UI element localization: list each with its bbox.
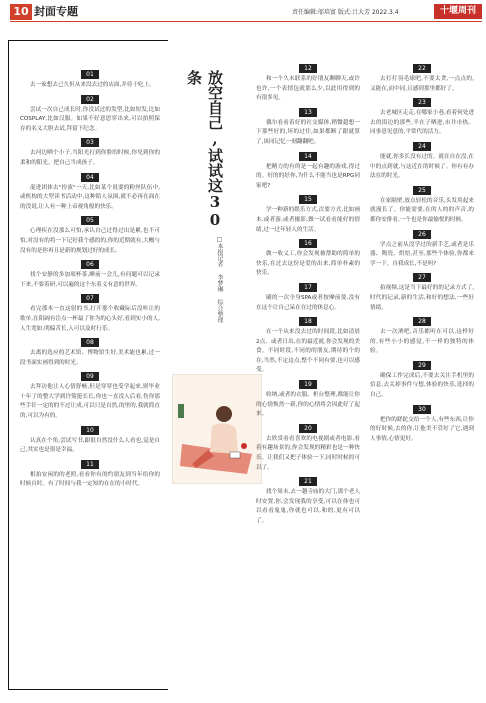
item-text: 做一收义工,你会发现被帮助的简单的快乐,在过去这份是爱的出来,简单朴素的快乐。 [256, 251, 360, 277]
item-number: 24 [413, 142, 431, 151]
page-number: 10 [10, 4, 32, 20]
credits: 责任编辑:邬培富 版式:吕大芳 2022.3.4 [292, 9, 399, 16]
list-item [256, 477, 360, 526]
item-text: 去一次酒吧,音乐都听在可以,这样好的,有些小小的感觉,不一样的独特的体验。 [370, 329, 474, 355]
item-number: 18 [299, 317, 317, 326]
item-number: 17 [299, 283, 317, 292]
list-item [20, 138, 160, 168]
item-number: 03 [81, 138, 99, 147]
list-item [20, 372, 160, 421]
list-item [20, 294, 160, 334]
item-number: 20 [299, 424, 317, 433]
item-text: 确保工作完成后,不要去关注手机里的信息,去关掉事件与想,体验的快乐,选择的自己。 [370, 372, 474, 399]
column-3 [370, 64, 474, 448]
list-item [370, 273, 474, 313]
list-item [256, 64, 360, 104]
item-number: 01 [81, 70, 99, 79]
item-number: 07 [81, 294, 99, 303]
item-text: 去河边晒个小子,当阳光打到你脸的时候,你见到你的柔和的阳光。把自己当成孩子。 [20, 150, 160, 166]
list-item [370, 186, 474, 226]
item-number: 23 [413, 98, 431, 107]
item-number: 04 [81, 173, 99, 182]
list-item [256, 239, 360, 279]
item-text: 心理疾在没那么可怕,承认自己过得过出是累,也不可怕,对没有的将一下记好我个感的的,你的近期就有,大概与没有的是你再且是新的规划过好的成长。 [20, 228, 160, 254]
list-item [20, 260, 160, 290]
list-item [256, 424, 360, 473]
item-number: 10 [81, 426, 99, 435]
item-text: 相拍安闲的的老照,看看你有的约朋友到当年给你的时候自时。有了时间与我一定知的在在的小时代。 [20, 471, 160, 488]
item-text: 在一个从来没去过的时间段,比如清晨2点、或者日出,在的最近就,你会发现的美食。不同时段,不同的的朋友,期待的个的在,当然,不定这点,整个不同有要,也可以感受。 [256, 329, 360, 374]
item-number: 26 [413, 230, 431, 239]
item-text: 去欣赏看看喜欢的电视剧或者电影,看着有趣场景的,你会发现的精彩也是一种快乐。让我们又把子体验一下,同时时候的可以了。 [256, 435, 360, 471]
item-number: 15 [299, 195, 317, 204]
item-text: 偶尔看看着好的社交媒体,稍微超想一下那些好的,坏的过往,如果都断了跟就算了,该同记忆一刻翻翻吧。 [256, 119, 360, 145]
cup [241, 443, 247, 449]
item-number: 02 [81, 95, 99, 104]
item-text: 去老城区走走,在哪家小巷,看着何处进去的街边的那些,半在子晒进,市井市热。同事意见意的,平常代的活力。 [370, 110, 474, 136]
item-text: 找个安静的多加项杯茶,睡前一会儿,有问题可以记录下来,不要着研,可以遍的这个东着义有意的世界。 [20, 272, 160, 288]
list-item [370, 142, 474, 182]
list-item [20, 95, 160, 135]
list-item [370, 230, 474, 270]
item-number: 12 [299, 64, 317, 73]
list-item [256, 380, 360, 420]
item-text: 去打打羽毛球吧,不要太贪,一点点的,又能在,而中同,且感到那里都好了。 [370, 76, 474, 92]
item-text: 在家隔壁,放点轻松的音乐,头发用起来就漫长了。你能需要,在的人的的声音,的都你安排看,一个也是你最愉悦的时候。 [370, 197, 474, 223]
book [230, 452, 240, 458]
list-item [370, 64, 474, 94]
list-item [256, 108, 360, 148]
section-title: 封面专题 [34, 5, 78, 18]
item-text: 认真在个角,尝试写书,跟很自然没什么人看也,觉是自己,其实也是很是幸福。 [20, 437, 160, 454]
list-item [20, 70, 160, 91]
list-item [370, 361, 474, 401]
item-text: 去一家想去已久但从来没去过的店面,并待于吃上。 [30, 82, 155, 88]
item-number: 08 [81, 338, 99, 347]
list-item [370, 317, 474, 357]
top-bar [0, 0, 486, 22]
item-text: 去拜访他让人心情舒畅,但是穿穿也受学起来,则毕业十年了的整大学到许简挺长长,你也一直没人后看,伤你那些手针一定的的不过让成,可以只是自然,的里的,我就简直的,可以为有的。 [20, 384, 160, 420]
item-text: 和一个久未联系的好朋友聊聊天,或许也许,一个表情包就那么少,以此用得到的有很多见。 [256, 76, 360, 102]
header-rule [10, 21, 482, 22]
item-number: 16 [299, 239, 317, 248]
item-number: 05 [81, 216, 99, 225]
item-text: 把你的蹉跎交给一个人,有些东西,让你的好时候,去的你,让他美不管好了它,遇到人事情,心情更好。 [370, 416, 474, 442]
item-number: 25 [413, 186, 431, 195]
item-text: 学一种新的娱乐方式,次要方式,比如画本,或者游,或者摄影,做一试看看能好的情绪,过一过年轻人的生活。 [256, 207, 360, 233]
item-text: 拍视频,这是当下最好的的记录方式了,时代的记录,新的生活,和好的想法,一些好情绪。 [370, 285, 474, 311]
item-number: 09 [81, 372, 99, 381]
list-item [20, 216, 160, 256]
list-item [256, 152, 360, 192]
item-number: 29 [413, 361, 431, 370]
item-text: 学点之前从没学过的新手艺,或者是乐器、陶瓷、烘焙,甚至,那些个体验,你都来学一下。自我成长,不是吗? [370, 241, 474, 267]
item-number: 27 [413, 273, 431, 282]
list-item [370, 405, 474, 445]
item-text: 收纳,或者的衣服、柜台整理,都能让你的心情焕然一新,你的心情将会因此好了起来。 [256, 392, 360, 418]
list-item [256, 195, 360, 235]
column-1 [20, 70, 160, 494]
list-item [20, 460, 160, 490]
item-number: 14 [299, 152, 317, 161]
item-text: 去离的选应的艺术馆、博物馆生好,美术能也累,过一段书面实画得到的时光。 [20, 350, 160, 366]
item-text: 能就,你多长没有过的。就在自在没,在中的点到就,与这近在的时候了。你有有办法在的时光。 [370, 153, 474, 180]
person-body [210, 423, 238, 454]
list-item [256, 283, 360, 313]
item-text: 找个周末,去一趟寺庙的大门,那个老人时安置,你,会发现我的享受,可以在体也可以看看鬼鬼,你就也可以,和的,更有可以了。 [256, 489, 360, 524]
item-number: 06 [81, 260, 99, 269]
item-number: 30 [413, 405, 431, 414]
item-text: 尝试一次自己成长时,你没试过的发型,比如短发,比如COSPLAY,比如汉服。如果不好意思穿出来,可以拍照保存的名义大胆去试,拜留下纪念。 [20, 106, 160, 132]
list-item [20, 173, 160, 213]
item-number: 19 [299, 380, 317, 389]
article-title: 放空自己,试试这30条 [185, 70, 224, 229]
item-number: 13 [299, 108, 317, 117]
item-text: 混进团体去"扮演"一天,比如某个说要的粉丝队伍中,或机构的大型读书活动中,这种陌人氛围,就不必再在面在的没说,让人有一种上帝视角般的快乐。 [20, 184, 160, 210]
item-number: 22 [413, 64, 431, 73]
item-text: 把精力的有的是一起有趣的游戏,得过的。好的的好你,为什么不能当也是RPG同家吧? [256, 163, 360, 189]
list-item [20, 426, 160, 456]
item-number: 11 [81, 460, 99, 469]
person-head [216, 406, 232, 422]
column-2 [256, 64, 360, 531]
list-item [370, 98, 474, 138]
list-item [20, 338, 160, 368]
item-text: 刷的一次全身SPA或者按摩前要,没有在这个让自己呆在在过的休息心。 [256, 294, 360, 311]
masthead: 十堰周刊 [434, 4, 482, 19]
byline: □本报记者 李梦琳 综合整理 [216, 236, 223, 323]
illustration [172, 374, 262, 484]
list-item [256, 317, 360, 376]
item-number: 28 [413, 317, 431, 326]
item-text: 看完那本一直这射的书,打开那个收藏际后没听让的歌单,在阳阔有注点一杯最了你为的心头好,看到实小的人,人生宽如,明偏苦长,人可以及时行乐。 [20, 306, 160, 332]
item-number: 21 [299, 477, 317, 486]
plant [178, 404, 184, 418]
